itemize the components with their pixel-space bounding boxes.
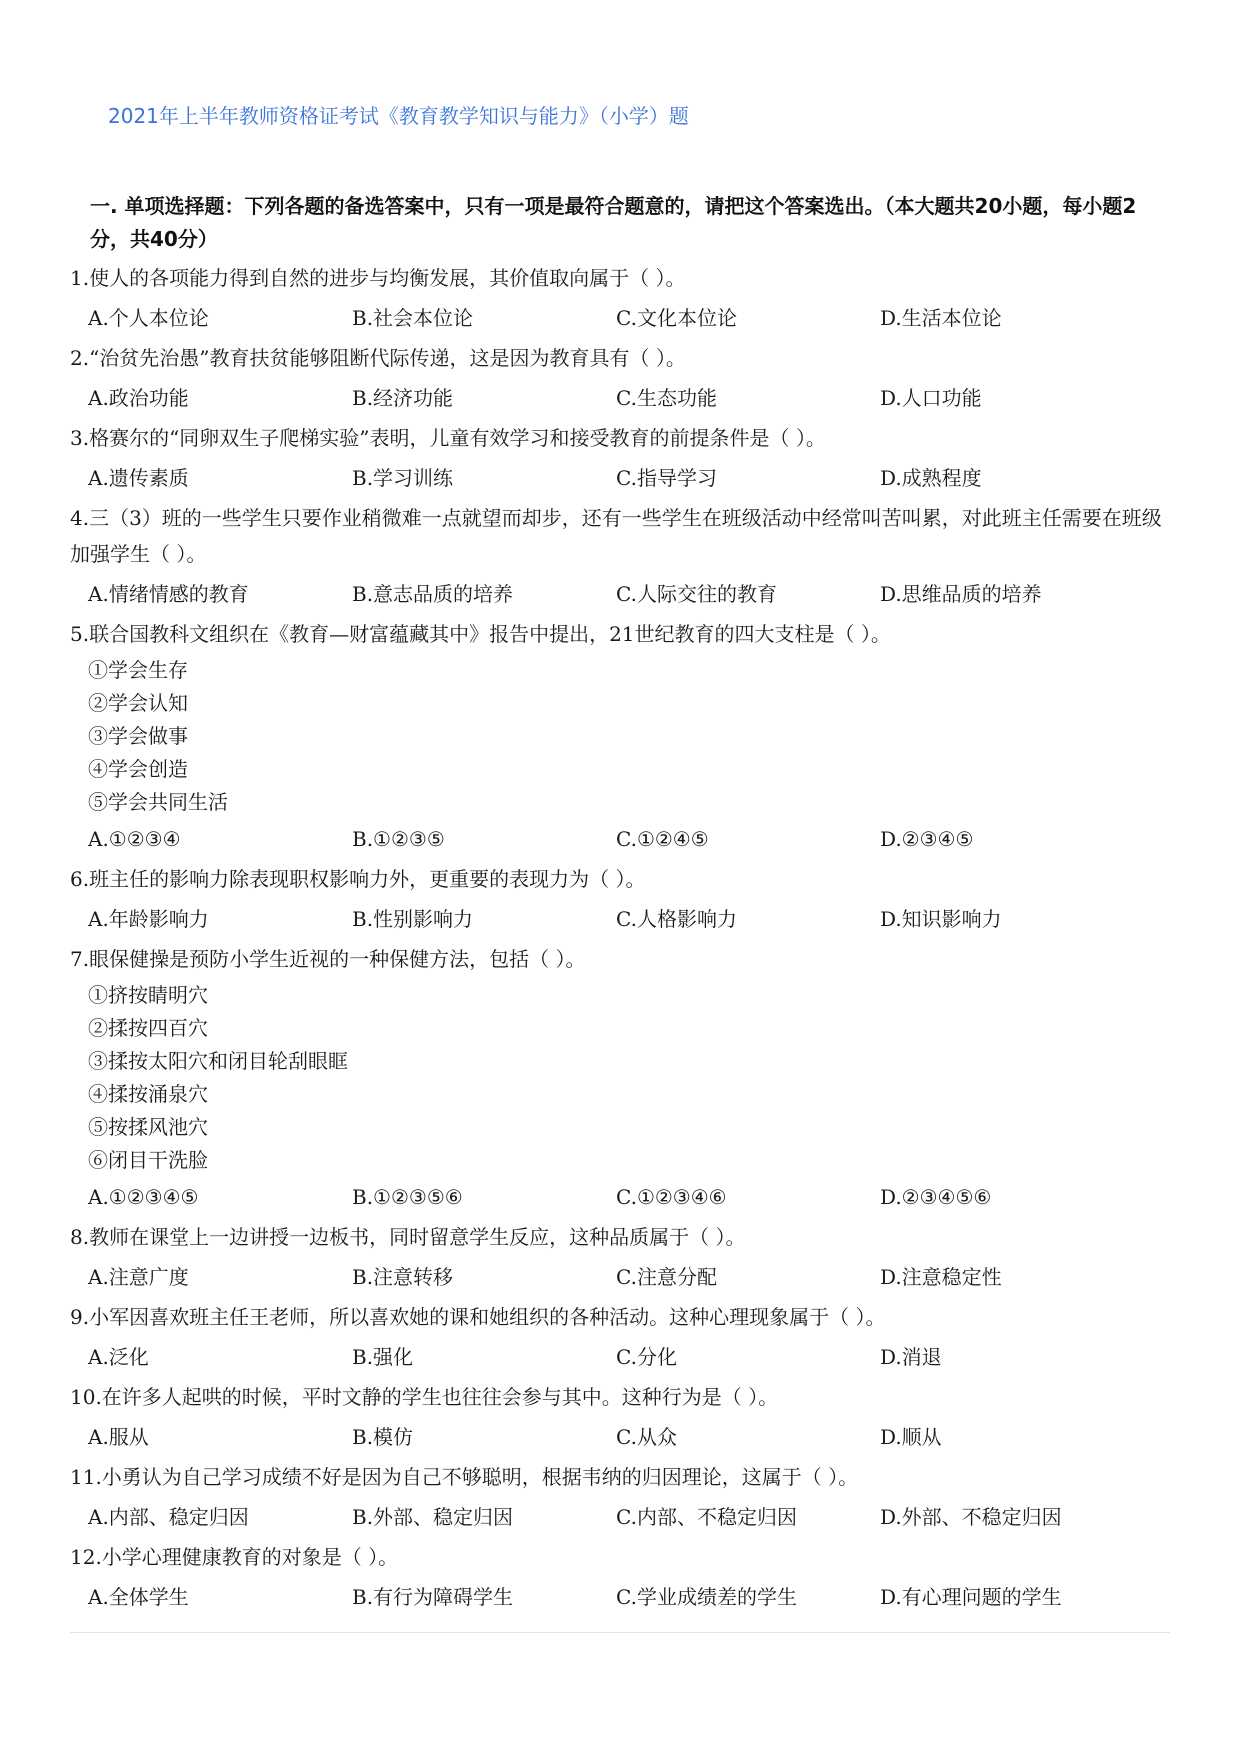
answer-option-c: C.学业成绩差的学生 [616,1585,797,1609]
question-1 [70,258,1180,338]
question-sub-item: ⑤按揉风池穴 [88,1115,208,1139]
question-stem: 11.小勇认为自己学习成绩不好是因为自己不够聪明，根据韦纳的归因理论，这属于（ ）。 [70,1465,859,1489]
answer-option-c: C.注意分配 [616,1265,717,1289]
answer-option-c: C.人际交往的教育 [616,582,777,606]
answer-option-b: B.①②③⑤ [352,827,445,851]
answer-option-b: B.强化 [352,1345,414,1369]
answer-options [70,1577,1180,1617]
question-sub-item: ⑥闭目干洗脸 [88,1148,208,1172]
answer-option-b: B.注意转移 [352,1265,454,1289]
question-stem: 3.格赛尔的“同卵双生子爬梯实验”表明，儿童有效学习和接受教育的前提条件是（ ）。 [70,426,826,450]
question-sub-item: ①学会生存 [88,658,188,682]
question-3 [70,418,1180,498]
answer-option-d: D.注意稳定性 [880,1265,1002,1289]
question-sub-item: ②揉按四百穴 [88,1016,208,1040]
question-stem: 1.使人的各项能力得到自然的进步与均衡发展，其价值取向属于（ ）。 [70,266,686,290]
answer-option-a: A.年龄影响力 [88,907,209,931]
answer-option-d: D.思维品质的培养 [880,582,1042,606]
answer-options [70,1417,1180,1457]
answer-option-c: C.指导学习 [616,466,717,490]
answer-option-b: B.学习训练 [352,466,454,490]
question-sub-item: ②学会认知 [88,691,188,715]
question-stem: 7.眼保健操是预防小学生近视的一种保健方法，包括（ ）。 [70,947,586,971]
answer-options [70,1177,1180,1217]
answer-option-c: C.文化本位论 [616,306,737,330]
answer-option-c: C.人格影响力 [616,907,737,931]
question-6 [70,859,1180,939]
question-stem: 5.联合国教科文组织在《教育—财富蕴藏其中》报告中提出，21世纪教育的四大支柱是（ ）。 [70,622,891,646]
page-divider [70,1632,1170,1633]
question-9 [70,1297,1180,1377]
answer-option-b: B.①②③⑤⑥ [352,1185,463,1209]
answer-option-d: D.生活本位论 [880,306,1002,330]
answer-option-a: A.服从 [88,1425,149,1449]
answer-option-c: C.内部、不稳定归因 [616,1505,797,1529]
question-2 [70,338,1180,418]
answer-options [70,1257,1180,1297]
question-sub-item: ④学会创造 [88,757,188,781]
answer-option-a: A.注意广度 [88,1265,189,1289]
document-title: 2021年上半年教师资格证考试《教育教学知识与能力》（小学）题 [108,104,689,128]
question-5 [70,614,1180,859]
question-sub-item: ③学会做事 [88,724,188,748]
question-stem: 9.小军因喜欢班主任王老师，所以喜欢她的课和她组织的各种活动。这种心理现象属于（ ）。 [70,1305,886,1329]
answer-option-c: C.①②④⑤ [616,827,709,851]
answer-option-a: A.个人本位论 [88,306,209,330]
question-12 [70,1537,1180,1617]
question-stem: 10.在许多人起哄的时候，平时文静的学生也往往会参与其中。这种行为是（ ）。 [70,1385,779,1409]
question-sub-item: ④揉按涌泉穴 [88,1082,208,1106]
answer-option-a: A.全体学生 [88,1585,189,1609]
answer-option-b: B.模仿 [352,1425,414,1449]
answer-option-d: D.②③④⑤⑥ [880,1185,992,1209]
answer-option-b: B.性别影响力 [352,907,474,931]
answer-option-b: B.经济功能 [352,386,454,410]
answer-option-b: B.有行为障碍学生 [352,1585,514,1609]
answer-option-d: D.成熟程度 [880,466,982,490]
answer-option-a: A.①②③④⑤ [88,1185,199,1209]
answer-options [70,899,1180,939]
answer-option-b: B.社会本位论 [352,306,474,330]
answer-option-d: D.人口功能 [880,386,982,410]
question-sub-item: ①挤按睛明穴 [88,983,208,1007]
answer-option-c: C.从众 [616,1425,677,1449]
question-list [70,258,1180,1617]
question-10 [70,1377,1180,1457]
answer-option-a: A.①②③④ [88,827,181,851]
answer-option-b: B.意志品质的培养 [352,582,514,606]
question-sub-item: ③揉按太阳穴和闭目轮刮眼眶 [88,1049,348,1073]
answer-options [70,298,1180,338]
question-stem: 12.小学心理健康教育的对象是（ ）。 [70,1545,399,1569]
answer-option-d: D.外部、不稳定归因 [880,1505,1062,1529]
question-8 [70,1217,1180,1297]
question-4 [70,498,1180,614]
answer-options [70,819,1180,859]
question-stem: 4.三（3）班的一些学生只要作业稍微难一点就望而却步，还有一些学生在班级活动中经常叫苦叫累，对此班主任需要在班级加强学生（ ）。 [70,506,1162,566]
answer-option-c: C.分化 [616,1345,677,1369]
question-stem: 2.“治贫先治愚”教育扶贫能够阻断代际传递，这是因为教育具有（ ）。 [70,346,686,370]
answer-option-a: A.政治功能 [88,386,189,410]
answer-option-c: C.生态功能 [616,386,717,410]
answer-option-a: A.遗传素质 [88,466,189,490]
question-sub-item: ⑤学会共同生活 [88,790,228,814]
question-stem: 8.教师在课堂上一边讲授一边板书，同时留意学生反应，这种品质属于（ ）。 [70,1225,746,1249]
answer-options [70,458,1180,498]
answer-option-c: C.①②③④⑥ [616,1185,727,1209]
answer-option-d: D.知识影响力 [880,907,1002,931]
answer-option-b: B.外部、稳定归因 [352,1505,514,1529]
answer-options [70,574,1180,614]
question-11 [70,1457,1180,1537]
question-stem: 6.班主任的影响力除表现职权影响力外，更重要的表现力为（ ）。 [70,867,646,891]
answer-option-d: D.顺从 [880,1425,942,1449]
question-7 [70,939,1180,1217]
answer-option-a: A.情绪情感的教育 [88,582,249,606]
answer-option-d: D.消退 [880,1345,942,1369]
section-heading: 一. 单项选择题：下列各题的备选答案中，只有一项是最符合题意的，请把这个答案选出。（本大题共20小题，每小题2分，共40分） [90,194,1137,251]
answer-option-d: D.②③④⑤ [880,827,974,851]
answer-options [70,1497,1180,1537]
answer-options [70,378,1180,418]
answer-options [70,1337,1180,1377]
answer-option-a: A.内部、稳定归因 [88,1505,249,1529]
answer-option-d: D.有心理问题的学生 [880,1585,1062,1609]
answer-option-a: A.泛化 [88,1345,149,1369]
